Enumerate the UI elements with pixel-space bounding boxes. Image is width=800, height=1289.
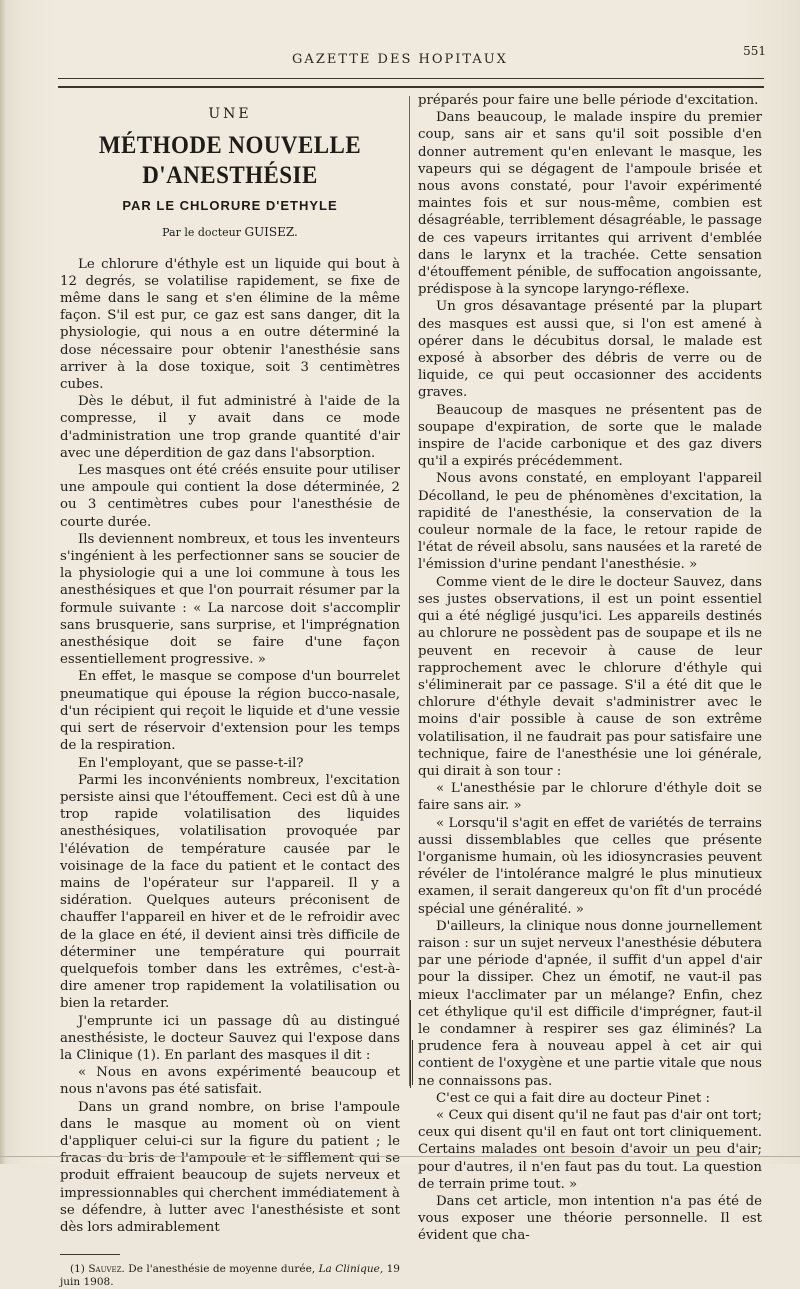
paragraph: Beaucoup de masques ne présentent pas de soupape d'expiration, de sorte que le malade inspire de l'acide carbonique et des gaz divers qu'il a expirés précédemment.: [418, 402, 762, 470]
article-title: MÉTHODE NOUVELLE D'ANESTHÉSIE: [98, 132, 362, 190]
paragraph: Parmi les inconvénients nombreux, l'excitation persiste ainsi que l'étouffement. Ceci est dû à une trop rapide volatilisation des liquides anesthésiques, volatilisation provoquée par l'élévation de température causée par le voisinage de la face du patient et le contact des mains de l'opérateur sur l'appareil. Il y a sidération. Quelques auteurs préconisent de chauffer l'appareil en hiver et de le refroidir avec de la glace en été, il devient ainsi très difficile de déterminer une température qui pourrait quelquefois tomber dans les extrêmes, c'est-à-dire amener trop rapidement la volatilisation ou bien la retarder.: [60, 772, 400, 1012]
paragraph: Dans beaucoup, le malade inspire du premier coup, sans air et sans qu'il soit possible d'en donner autrement qu'en enlevant le masque, les vapeurs qui se dégagent de l'ampoule brisée et nous avons constaté, pour l'avoir expérimenté maintes fois et sur nous-même, combien est désagréable, terriblement désagréable, le passage de ces vapeurs irritantes qui arrivent d'emblée dans le larynx et la trachée. Cette sensation d'étouffement pénible, de suffocation angoissante, prédispose à la syncope laryngo-réflexe.: [418, 110, 762, 298]
left-column: [60, 92, 400, 1289]
paragraph: En effet, le masque se compose d'un bourrelet pneumatique qui épouse la région bucco-nasale, d'un récipient qui reçoit le liquide et d'une vessie qui sert de réservoir d'extension pour les temps de la respiration.: [60, 669, 400, 754]
right-column: [418, 92, 762, 1245]
footnote-text: De l'anesthésie de moyenne durée,: [128, 1263, 316, 1276]
paragraph: Ils deviennent nombreux, et tous les inventeurs s'ingénient à les perfectionner sans se soucier de la physiologie qui a une loi commune à tous les anesthésiques et que l'on pourrait résumer par la formule suivante : « La narcose doit s'accomplir sans brusquerie, sans surprise, et l'imprégnation anesthésique doit se faire d'une façon essentiellement progressive. »: [60, 531, 400, 668]
author-line: [60, 224, 400, 241]
header-rule-thin: [58, 78, 764, 79]
paragraph: « Ceux qui disent qu'il ne faut pas d'air ont tort; ceux qui disent qu'il en faut ont tort cliniquement. Certains malades ont besoin d'avoir un peu d'air; pour d'autres, il n'en faut pas du tout. La question de terrain prime tout. »: [418, 1107, 762, 1192]
page-number: 551: [743, 44, 766, 58]
column-divider-bottom: [410, 1000, 411, 1088]
header-rule-thick: [58, 86, 764, 88]
paragraph: J'emprunte ici un passage dû au distingué anesthésiste, le docteur Sauvez qui l'expose dans la Clinique (1). En parlant des masques il dit :: [60, 1013, 400, 1063]
author-prefix: Par le docteur: [162, 226, 241, 240]
footnote: [60, 1263, 400, 1289]
footnote-date: 19 juin 1908.: [60, 1263, 400, 1289]
paragraph: Un gros désavantage présenté par la plupart des masques est aussi que, si l'on est amené à opérer dans le décubitus dorsal, le malade est exposé à absorber des débris de verre ou de liquide, ce qui peut occasionner des accidents graves.: [418, 299, 762, 401]
footnote-author: Sauvez.: [88, 1263, 125, 1276]
paragraph: « L'anesthésie par le chlorure d'éthyle doit se faire sans air. »: [418, 781, 762, 814]
footnote-rule: [60, 1254, 120, 1255]
article-overline: UNE: [208, 106, 252, 122]
paragraph: Comme vient de le dire le docteur Sauvez, dans ses justes observations, il est un point essentiel qui a été négligé jusqu'ici. Les appareils destinés au chlorure ne possèdent pas de soupape et ils ne peuvent en recevoir à cause de leur rapprochement avec le chlorure d'éthyle qui s'éliminerait par ce passage. S'il a été dit que le chlorure d'éthyle devait s'administrer avec le moins d'air possible à cause de son extrême volatilisation, il ne faudrait pas pour satisfaire une technique, faire de l'anesthésie une loi générale, qui dirait à son tour :: [418, 574, 762, 779]
author-name: GUISEZ.: [244, 225, 298, 240]
column-divider: [409, 96, 410, 1086]
running-title: GAZETTE DES HOPITAUX: [292, 52, 508, 67]
paragraph: Nous avons constaté, en employant l'appareil Décolland, le peu de phénomènes d'excitation, la rapidité de l'anesthésie, la conservation de la couleur normale de la face, le retour rapide de l'état de réveil absolu, sans nausées et la rareté de l'émission d'urine pendant l'anesthésie. »: [418, 471, 762, 573]
paragraph: Le chlorure d'éthyle est un liquide qui bout à 12 degrés, se volatilise rapidement, se fixe de même dans le sang et s'en élimine de la même façon. S'il est pur, ce gaz est sans danger, dit la physiologie, qui nous a en outre déterminé la dose nécessaire pour obtenir l'anesthésie sans arriver à la dose toxique, soit 3 centimètres cubes.: [60, 256, 400, 393]
paragraph: Dans cet article, mon intention n'a pas été de vous exposer une théorie personnelle. Il est évident que cha-: [418, 1194, 762, 1244]
paragraph: préparés pour faire une belle période d'excitation.: [418, 93, 759, 108]
article-subtitle: PAR LE CHLORURE D'ETHYLE: [122, 198, 338, 214]
paragraph: Les masques ont été créés ensuite pour utiliser une ampoule qui contient la dose déterminée, 2 ou 3 centimètres cubes pour l'anesthésie de courte durée.: [60, 463, 400, 530]
page-bottom-edge: [0, 1156, 800, 1157]
paragraph: D'ailleurs, la clinique nous donne journellement raison : sur un sujet nerveux l'anesthésie débutera par une période d'apnée, il suffit d'un appel d'air pour la dissiper. Chez un émotif, ne vaut-il pas mieux l'acclimater par un mélange? Enfin, chez cet éthylique qu'il est difficile d'imprégner, faut-il le condamner à respirer ses gaz éliminés? La prudence fera à nouveau appel à cet air qui contient de l'oxygène et une partie vitale que nous ne connaissons pas.: [418, 918, 762, 1089]
column-divider-bottom-double: [412, 1040, 413, 1085]
paragraph: C'est ce qui a fait dire au docteur Pinet :: [436, 1090, 710, 1106]
paragraph: Dans un grand nombre, on brise l'ampoule dans le masque au moment où on vient d'appliquer celui-ci sur la figure du patient ; le fracas du bris de l'ampoule et le sifflement qui se produit effraient beaucoup de sujets nerveux et impressionnables qui cherchent immédiatement à se défendre, à lutter avec l'anesthésiste et sont dès lors admirablement: [60, 1099, 400, 1235]
page-spine-shadow: [0, 0, 6, 1164]
footnote-marker: (1): [70, 1263, 85, 1276]
paragraph: En l'employant, que se passe-t-il?: [78, 755, 304, 771]
paragraph: Dès le début, il fut administré à l'aide de la compresse, il y avait dans ce mode d'administration une trop grande quantité d'air avec une déperdition de gaz dans l'absorption.: [60, 394, 400, 461]
footnote-journal: La Clinique,: [318, 1263, 384, 1276]
paragraph: « Lorsqu'il s'agit en effet de variétés de terrains aussi dissemblables que celles que présente l'organisme humain, où les idiosyncrasies peuvent révéler de l'intolérance malgré le plus minutieux examen, il serait dangereux qu'on fît d'un procédé spécial une généralité. »: [418, 815, 762, 917]
paragraph: « Nous en avons expérimenté beaucoup et nous n'avons pas été satisfait.: [60, 1065, 400, 1098]
